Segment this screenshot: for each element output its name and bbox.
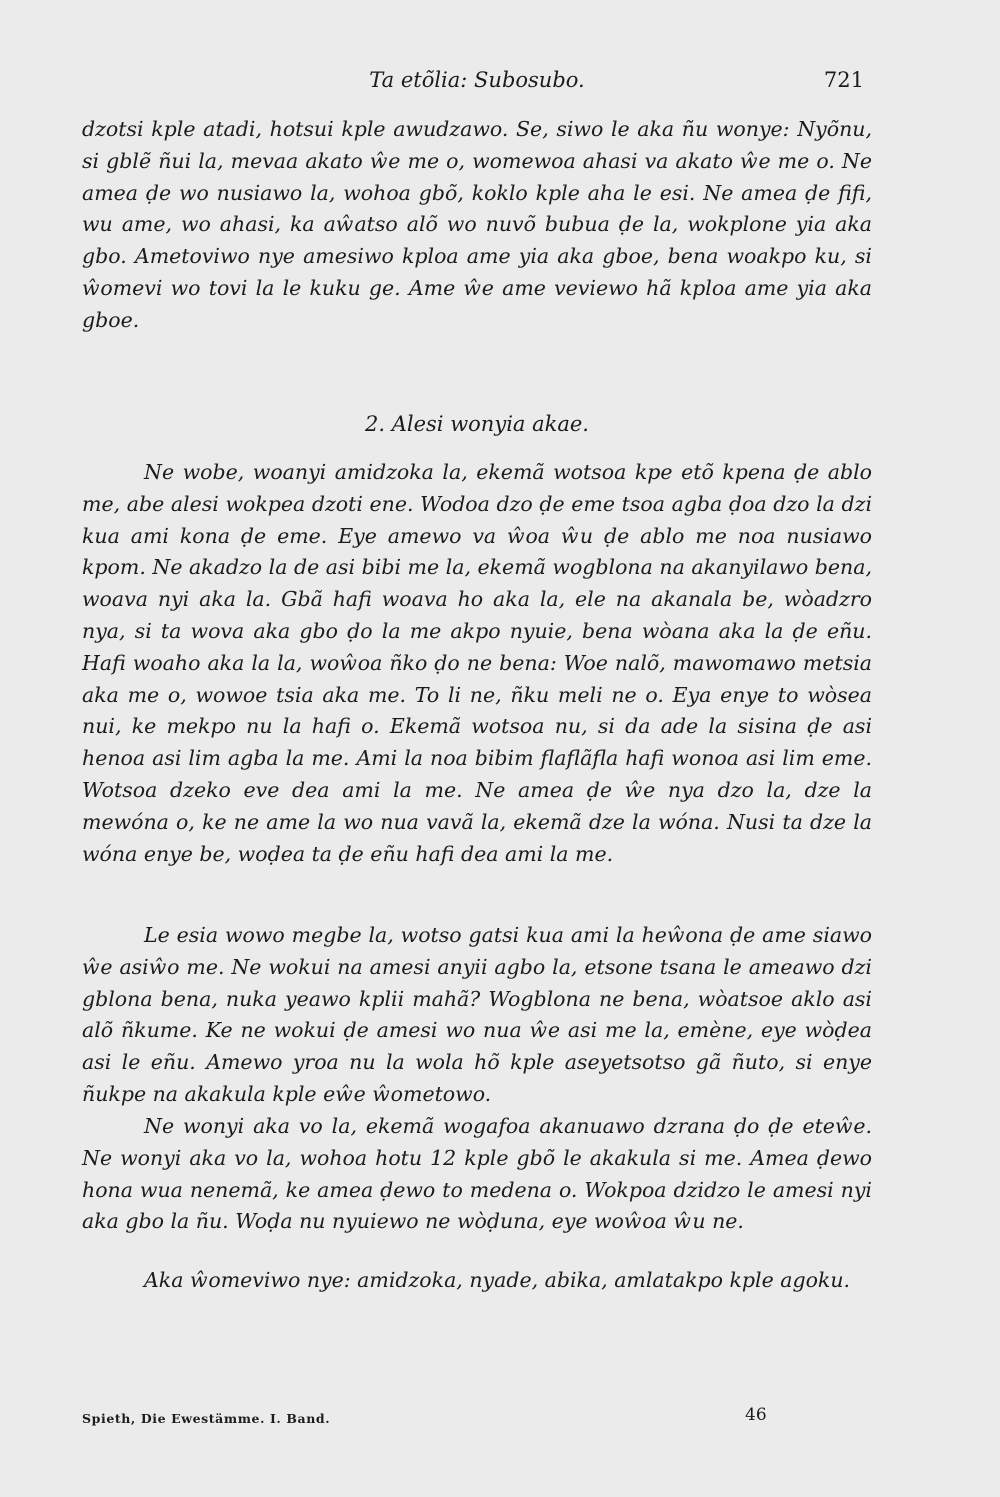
running-head bbox=[82, 68, 872, 98]
section-paragraph-3: Ne wonyi aka vo la, ekemã wogafoa akanuawo dzrana ḍo ḍe eteŵe. Ne wonyi aka vo la, wohoa hotu 12 kple gbõ le akakula si me. Amea ḍewo hona wua nenemã, ke amea ḍewo to medena o. Wokpoa dzidzo le amesi nyi aka gbo la ñu. Woḍa nu nyuiewo ne wòḍuna, eye woŵoa ŵu ne. bbox=[82, 1114, 872, 1234]
section-paragraph-4: Aka ŵomeviwo nye: amidzoka, nyade, abika, amlatakpo kple agoku. bbox=[144, 1268, 851, 1292]
section-paragraph-2: Le esia wowo megbe la, wotso gatsi kua ami la heŵona ḍe ame siawo ŵe asiŵo me. Ne wokui na amesi anyii agbo la, etsone tsana le ameawo dzi gblona bena, nuka yeawo kplii mahã? Wogblona ne bena, wòatsoe aklo asi alõ ñkume. Ke ne wokui ḍe amesi wo nua ŵe asi me la, emène, eye wòḍea asi le eñu. Amewo yroa nu la wola hõ kple aseyetsotso gã ñuto, si enye ñukpe na akakula kple eŵe ŵometowo. bbox=[82, 923, 872, 1106]
page-number: 721 bbox=[823, 68, 864, 92]
paragraph-continued: dzotsi kple atadi, hotsui kple awudzawo. Se, siwo le aka ñu wonye: Nyõnu, si gblẽ ñui la, mevaa akato ŵe me o, womewoa ahasi va akato ŵe me o. Ne amea ḍe wo nusiawo la, wohoa gbõ, koklo kple aha le esi. Ne amea ḍe fifi, wu ame, wo ahasi, ka aŵatso alõ wo nuvõ bubua ḍe la, wokplone yia aka gbo. Ametoviwo nye amesiwo kploa ame yia aka gboe, bena woakpo ku, si ŵomevi wo tovi la le kuku ge. Ame ŵe ame veviewo hã kploa ame yia aka gboe. bbox=[82, 117, 872, 332]
section-paragraph-1: Ne wobe, woanyi amidzoka la, ekemã wotsoa kpe etõ kpena ḍe ablo me, abe alesi wokpea dzoti ene. Wodoa dzo ḍe eme tsoa agba ḍoa dzo la dzi kua ami kona ḍe eme. Eye amewo va ŵoa ŵu ḍe ablo me noa nusiawo kpom. Ne akadzo la de asi bibi me la, ekemã wogblona na akanyilawo bena, woava nyi aka la. Gbã hafi woava ho aka la, ele na akanala be, wòadzro nya, si ta wova aka gbo ḍo la me akpo nyuie, bena wòana aka la ḍe eñu. Hafi woaho aka la la, woŵoa ñko ḍo ne bena: Woe nalõ, mawomawo metsia aka me o, wowoe tsia aka me. To li ne, ñku meli ne o. Eya enye to wòsea nui, ke mekpo nu la hafi o. Ekemã wotsoa nu, si da ade la sisina ḍe asi henoa asi lim agba la me. Ami la noa bibim flaflãfla hafi wonoa asi lim eme. Wotsoa dzeko eve dea ami la me. Ne amea ḍe ŵe nya dzo la, dze la mewóna o, ke ne ame la wo nua vavã la, ekemã dze la wóna. Nusi ta dze la wóna enye be, woḍea ta ḍe eñu hafi dea ami la me. bbox=[82, 460, 872, 866]
running-title: Ta etõlia: Subosubo. bbox=[369, 68, 585, 92]
section-heading: 2. Alesi wonyia akae. bbox=[365, 412, 589, 436]
footer-sheet-number: 46 bbox=[745, 1405, 767, 1425]
footer-author-line: Spieth, Die Ewestämme. I. Band. bbox=[82, 1411, 331, 1426]
